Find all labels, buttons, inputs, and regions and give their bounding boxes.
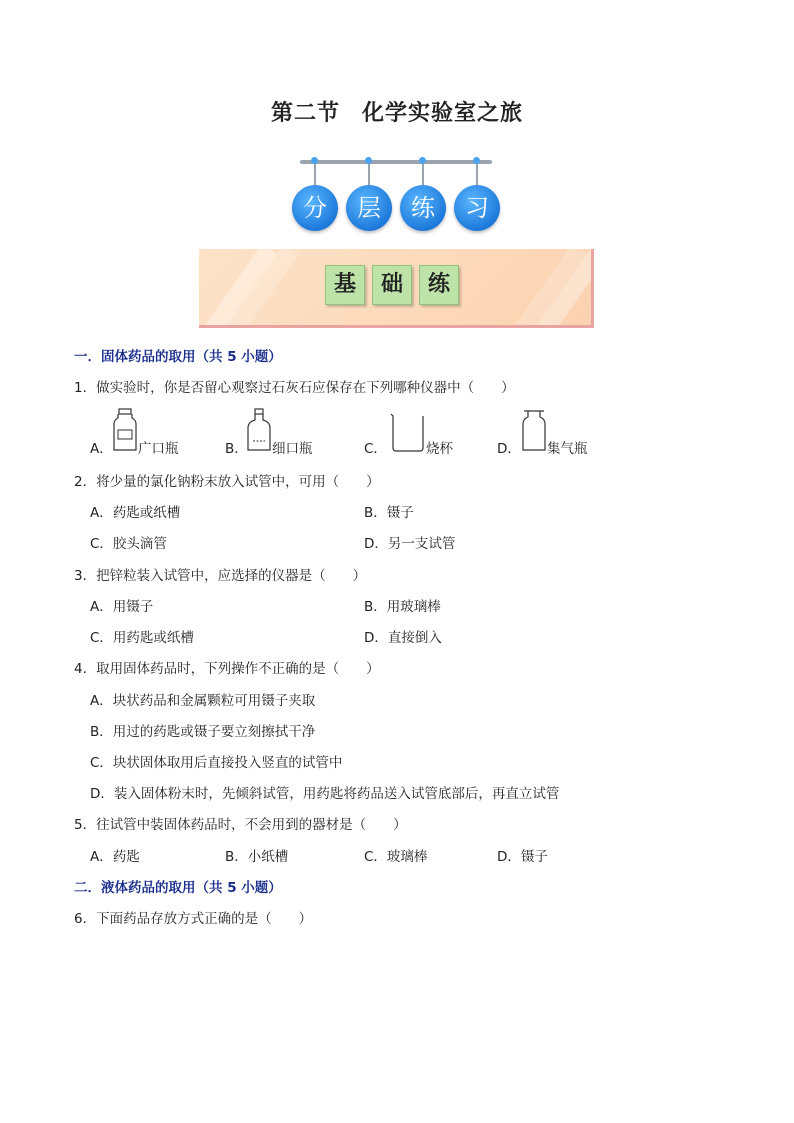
q1-option-a-letter: A．	[90, 441, 113, 457]
badge-fen: 分	[292, 185, 338, 231]
q2-option-d: D．另一支试管	[364, 536, 456, 552]
page-title	[0, 96, 794, 127]
q4-option-d: D．装入固体粉末时，先倾斜试管，用药匙将药品送入试管底部后，再直立试管	[90, 786, 560, 802]
question-6: 6．下面药品存放方式正确的是（ ）	[74, 911, 313, 927]
badge-hanger-bar	[300, 160, 492, 164]
q1-option-c-letter: C．	[364, 441, 387, 457]
q5-option-b: B．小纸槽	[225, 849, 289, 865]
badge-pin	[365, 157, 372, 164]
title-section-number: 第二节	[270, 101, 340, 126]
section-heading: 二．液体药品的取用（共 5 小题）	[74, 880, 282, 896]
banner-tile-chu: 础	[372, 265, 412, 305]
title-section-name: 化学实验室之旅	[362, 101, 524, 126]
q5-option-d: D．镊子	[497, 849, 548, 865]
q3-option-d: D．直接倒入	[364, 630, 442, 646]
q2-option-a: A．药匙或纸槽	[90, 505, 181, 521]
q3-option-a: A．用镊子	[90, 599, 154, 615]
narrow-mouth-bottle-icon	[246, 408, 272, 452]
q1-option-d-label: 集气瓶	[547, 441, 588, 457]
q1-option-a-label: 广口瓶	[138, 441, 179, 457]
q4-option-c: C．块状固体取用后直接投入竖直的试管中	[90, 755, 343, 771]
gas-bottle-icon	[521, 409, 547, 452]
question-3: 3．把锌粒装入试管中，应选择的仪器是（ ）	[74, 568, 367, 584]
q1-option-d-letter: D．	[497, 441, 521, 457]
banner-tile-ji: 基	[325, 265, 365, 305]
badge-ceng: 层	[346, 185, 392, 231]
q4-option-b: B．用过的药匙或镊子要立刻擦拭干净	[90, 724, 316, 740]
badge-lian: 练	[400, 185, 446, 231]
q1-option-b-letter: B．	[225, 441, 248, 457]
badge-pin	[419, 157, 426, 164]
badge-pin	[473, 157, 480, 164]
question-1: 1．做实验时，你是否留心观察过石灰石应保存在下列哪种仪器中（ ）	[74, 380, 515, 396]
q1-option-b-label: 细口瓶	[272, 441, 313, 457]
q1-option-c-label: 烧杯	[426, 441, 453, 457]
banner-tile-lian: 练	[419, 265, 459, 305]
question-4: 4．取用固体药品时，下列操作不正确的是（ ）	[74, 661, 380, 677]
section-heading: 一．固体药品的取用（共 5 小题）	[74, 349, 282, 365]
wide-mouth-bottle-icon	[112, 408, 138, 452]
q2-option-b: B．镊子	[364, 505, 414, 521]
q5-option-c: C．玻璃棒	[364, 849, 428, 865]
badge-pin	[311, 157, 318, 164]
question-5: 5．往试管中装固体药品时，不会用到的器材是（ ）	[74, 817, 407, 833]
q4-option-a: A．块状药品和金属颗粒可用镊子夹取	[90, 693, 316, 709]
q2-option-c: C．胶头滴管	[90, 536, 167, 552]
beaker-icon	[390, 412, 426, 452]
q3-option-b: B．用玻璃棒	[364, 599, 441, 615]
badge-xi: 习	[454, 185, 500, 231]
question-2: 2．将少量的氯化钠粉末放入试管中，可用（ ）	[74, 474, 380, 490]
q5-option-a: A．药匙	[90, 849, 140, 865]
q3-option-c: C．用药匙或纸槽	[90, 630, 194, 646]
